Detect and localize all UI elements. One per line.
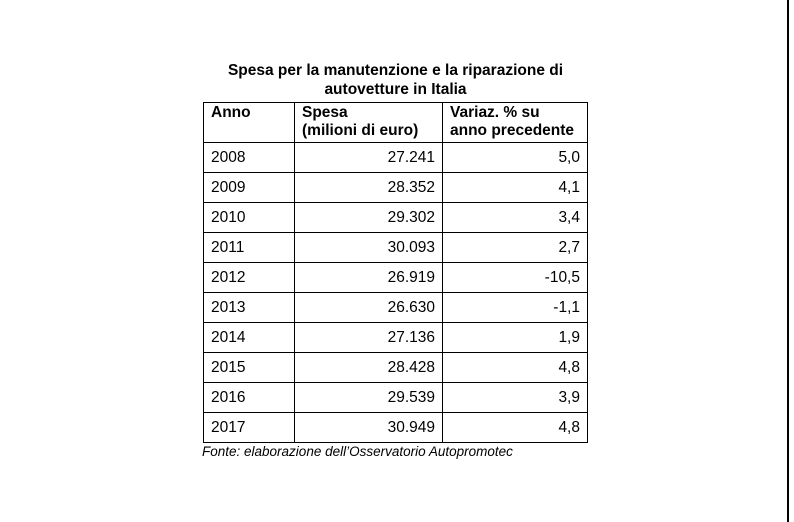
cell-spend: 26.630 (295, 293, 443, 323)
cell-variation: 5,0 (443, 143, 588, 173)
cell-spend: 29.539 (295, 383, 443, 413)
cell-spend: 28.428 (295, 353, 443, 383)
cell-spend: 30.949 (295, 413, 443, 443)
data-table (203, 102, 588, 443)
header-variation-line1: Variaz. % su (450, 104, 540, 121)
table-row (204, 353, 588, 383)
cell-year: 2017 (204, 413, 295, 443)
cell-spend: 27.241 (295, 143, 443, 173)
cell-variation: -1,1 (443, 293, 588, 323)
cell-variation: 3,4 (443, 203, 588, 233)
cell-year: 2011 (204, 233, 295, 263)
cell-year: 2016 (204, 383, 295, 413)
cell-variation: -10,5 (443, 263, 588, 293)
cell-variation: 4,1 (443, 173, 588, 203)
header-variation-line2: anno precedente (450, 122, 575, 139)
cell-variation: 4,8 (443, 413, 588, 443)
cell-spend: 30.093 (295, 233, 443, 263)
table-row (204, 323, 588, 353)
cell-spend: 28.352 (295, 173, 443, 203)
cell-year: 2014 (204, 323, 295, 353)
table-row (204, 383, 588, 413)
cell-variation: 1,9 (443, 323, 588, 353)
table-row (204, 263, 588, 293)
cell-spend: 27.136 (295, 323, 443, 353)
table-row (204, 173, 588, 203)
cell-year: 2008 (204, 143, 295, 173)
header-spend-line1: Spesa (302, 104, 348, 121)
cell-spend: 29.302 (295, 203, 443, 233)
header-variation (443, 103, 588, 143)
table-row (204, 413, 588, 443)
page-edge-divider (787, 0, 789, 522)
header-spend (295, 103, 443, 143)
cell-variation: 2,7 (443, 233, 588, 263)
header-year (204, 103, 295, 143)
table-row (204, 293, 588, 323)
header-year-label: Anno (211, 104, 251, 121)
header-spend-line2: (milioni di euro) (302, 122, 419, 139)
cell-variation: 4,8 (443, 353, 588, 383)
cell-year: 2012 (204, 263, 295, 293)
table-row (204, 143, 588, 173)
source-note: Fonte: elaborazione dell’Osservatorio Autopromotec (202, 444, 513, 459)
cell-spend: 26.919 (295, 263, 443, 293)
table-title: Spesa per la manutenzione e la riparazione di autovetture in Italia (227, 62, 564, 98)
table-header-row (204, 103, 588, 143)
cell-year: 2009 (204, 173, 295, 203)
table-row (204, 233, 588, 263)
cell-year: 2013 (204, 293, 295, 323)
cell-year: 2010 (204, 203, 295, 233)
cell-year: 2015 (204, 353, 295, 383)
table-row (204, 203, 588, 233)
cell-variation: 3,9 (443, 383, 588, 413)
